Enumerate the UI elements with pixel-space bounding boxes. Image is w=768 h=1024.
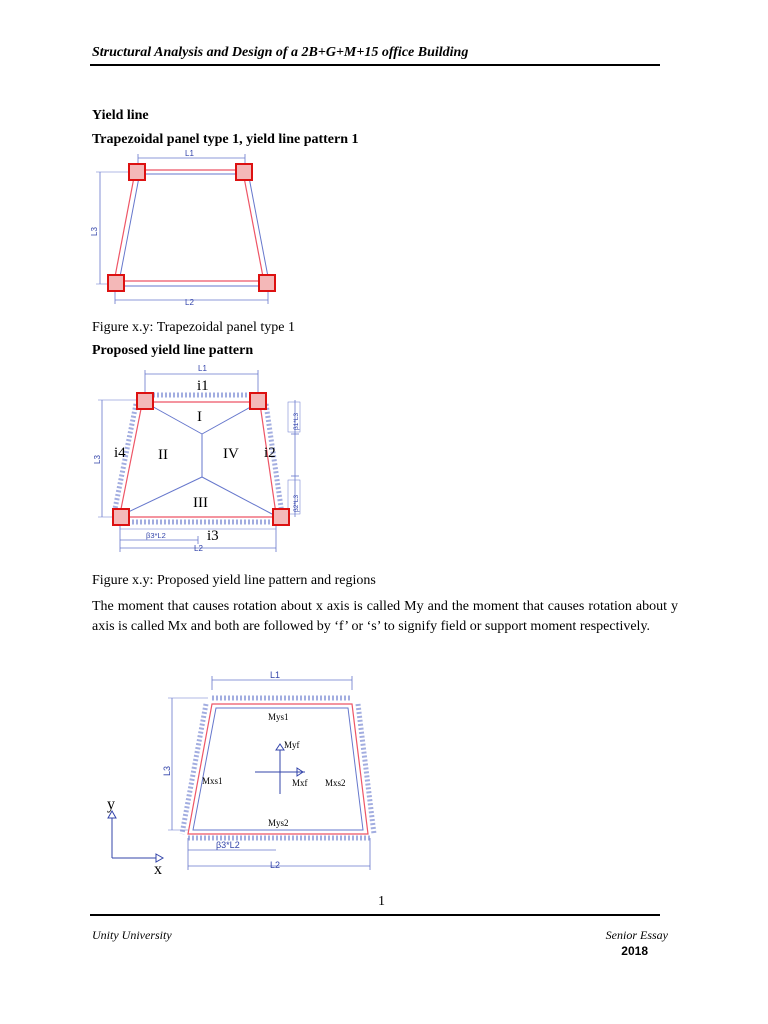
figure-yield-line-pattern [90,362,310,554]
fig2-label-beta3: β3*L2 [146,531,166,540]
fig2-label-i4: i4 [114,445,126,461]
footer-left: Unity University [92,928,172,942]
figure-trapezoidal-panel [85,148,285,308]
fig3-label-beta3: β3*L2 [216,840,240,850]
fig2-label-i3: i3 [207,528,219,544]
fig1-label-l3: L3 [90,227,99,236]
fig2-region-IV: IV [223,446,239,462]
page-number: 1 [378,894,385,909]
fig1-label-l1: L1 [185,149,194,158]
subsection-title: Trapezoidal panel type 1, yield line pattern 1 [92,132,359,147]
fig2-region-III: III [193,495,208,511]
footer-year: 2018 [621,944,648,958]
fig2-label-beta1: β1*L3 [293,412,300,430]
fig3-label-myf: Myf [284,740,300,750]
fig1-beams [114,170,269,286]
proposed-title: Proposed yield line pattern [92,343,254,358]
fig3-label-l2: L2 [270,860,281,870]
fig2-label-beta2: β2*L3 [293,494,300,512]
fig3-label-mys1: Mys1 [268,712,289,722]
fig3-label-l3: L3 [162,765,172,776]
fig3-label-l1: L1 [270,670,281,680]
figure-moments [100,668,390,880]
body-paragraph: The moment that causes rotation about x axis is called My and the moment that causes rotation about y axis is called Mx and both are followed by ‘f’ or ‘s’ to signify field or support moment respectively. [92,599,678,634]
fig1-label-l2: L2 [185,298,194,307]
fig2-region-I: I [197,409,202,425]
fig3-label-mxf: Mxf [292,778,308,788]
fig2-label-l3: L3 [93,455,102,464]
fig2-label-i1: i1 [197,378,209,394]
section-title: Yield line [92,108,149,123]
footer-rule [90,914,660,916]
fig3-label-mys2: Mys2 [268,818,289,828]
fig2-label-i2: i2 [264,445,276,461]
footer-right: Senior Essay [605,928,668,942]
fig3-axis-y: y [107,796,115,813]
fig2-region-II: II [158,447,168,463]
fig3-label-mxs2: Mxs2 [325,778,346,788]
fig2-label-l2: L2 [194,544,203,553]
figure2-caption: Figure x.y: Proposed yield line pattern and regions [92,573,376,588]
figure1-caption: Figure x.y: Trapezoidal panel type 1 [92,320,295,335]
fig3-axis-x: x [154,861,162,878]
fig2-label-l1: L1 [198,364,207,373]
running-header: Structural Analysis and Design of a 2B+G+M+15 office Building [92,45,469,60]
fig3-axes [108,811,163,862]
header-rule [90,64,660,66]
fig3-label-mxs1: Mxs1 [202,776,223,786]
